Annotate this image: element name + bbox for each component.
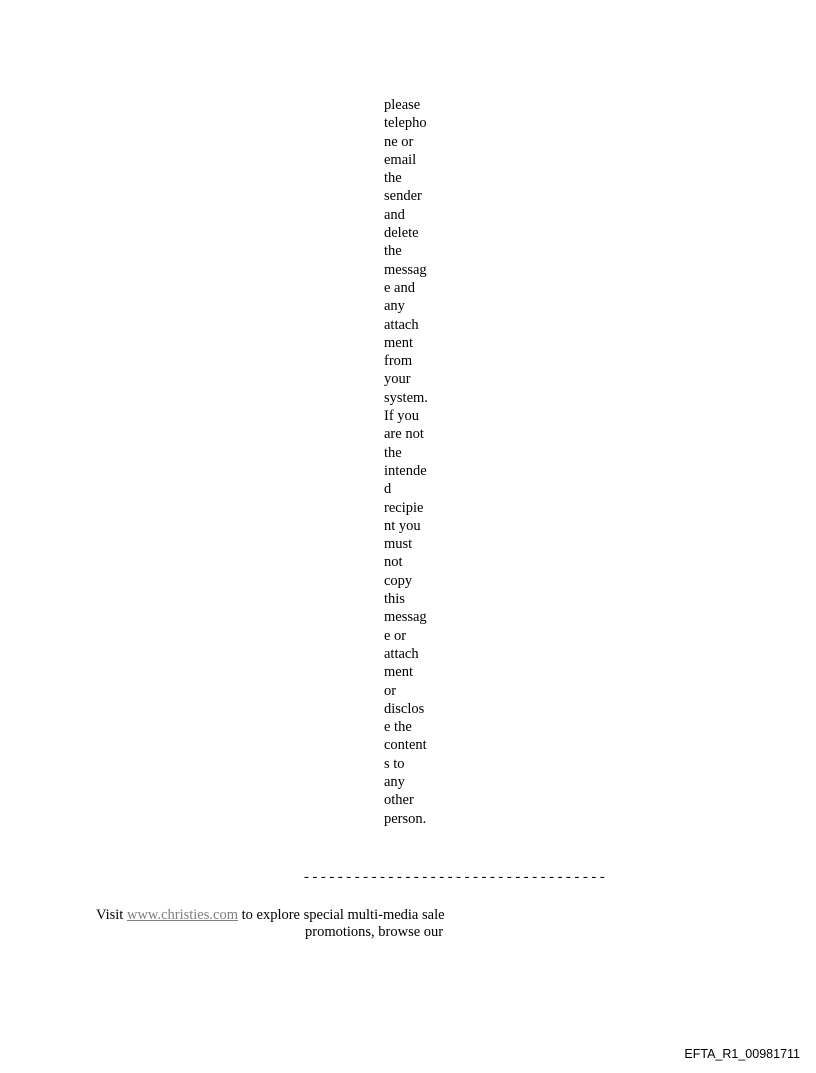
disclaimer-line: disclos (384, 700, 425, 717)
disclaimer-line: any (384, 773, 405, 790)
disclaimer-line: email (384, 151, 417, 168)
disclaimer-line: other (384, 792, 414, 809)
disclaimer-line: e the (384, 719, 412, 736)
disclaimer-line: messag (384, 261, 427, 278)
footer-prefix: Visit (96, 907, 127, 923)
disclaimer-line: and (384, 206, 405, 223)
disclaimer-line: sender (384, 188, 422, 205)
dashed-separator: - - - - - - - - - - - - - - - - - - - - - - - - - - - - - - - - - - - - (304, 869, 605, 885)
disclaimer-line: ment (384, 664, 413, 681)
disclaimer-line: attach (384, 316, 419, 333)
disclaimer-line: the (384, 170, 402, 187)
footer-promo (96, 907, 496, 941)
disclaimer-line: your (384, 371, 411, 388)
disclaimer-line: ne or (384, 133, 414, 150)
disclaimer-line: must (384, 536, 413, 553)
disclaimer-line: d (384, 481, 392, 498)
disclaimer-line: are not (384, 426, 424, 443)
disclaimer-line: please (384, 97, 421, 113)
disclaimer-line: copy (384, 572, 413, 589)
disclaimer-line: e or (384, 627, 407, 644)
disclaimer-line: system. (384, 389, 428, 406)
disclaimer-line: any (384, 298, 405, 315)
disclaimer-line: content (384, 737, 427, 754)
christies-link[interactable]: www.christies.com (126, 907, 238, 923)
disclaimer-line: the (384, 243, 402, 260)
disclaimer-line: messag (384, 609, 427, 626)
disclaimer-line: attach (384, 645, 419, 662)
disclaimer-line: ment (384, 334, 413, 351)
disclaimer-line: not (384, 554, 403, 571)
disclaimer-line: person. (384, 810, 427, 827)
disclaimer-line: the (384, 444, 402, 461)
disclaimer-column (384, 96, 444, 828)
disclaimer-line: delete (384, 225, 419, 242)
document-id: EFTA_R1_00981711 (684, 1047, 800, 1061)
disclaimer-line: this (384, 591, 405, 608)
disclaimer-line: intende (384, 462, 427, 479)
disclaimer-line: recipie (384, 499, 424, 516)
disclaimer-line: telepho (384, 115, 427, 132)
footer-line1-suffix: to explore special multi-media sale (237, 907, 445, 923)
disclaimer-line: If you (384, 408, 420, 425)
disclaimer-line: e and (384, 279, 415, 296)
disclaimer-line: or (384, 682, 397, 699)
footer-line-1 (96, 907, 496, 924)
disclaimer-line: from (384, 353, 413, 370)
disclaimer-line: s to (384, 755, 405, 772)
disclaimer-line: nt you (384, 517, 421, 534)
footer-line-2: promotions, browse our (305, 924, 444, 940)
